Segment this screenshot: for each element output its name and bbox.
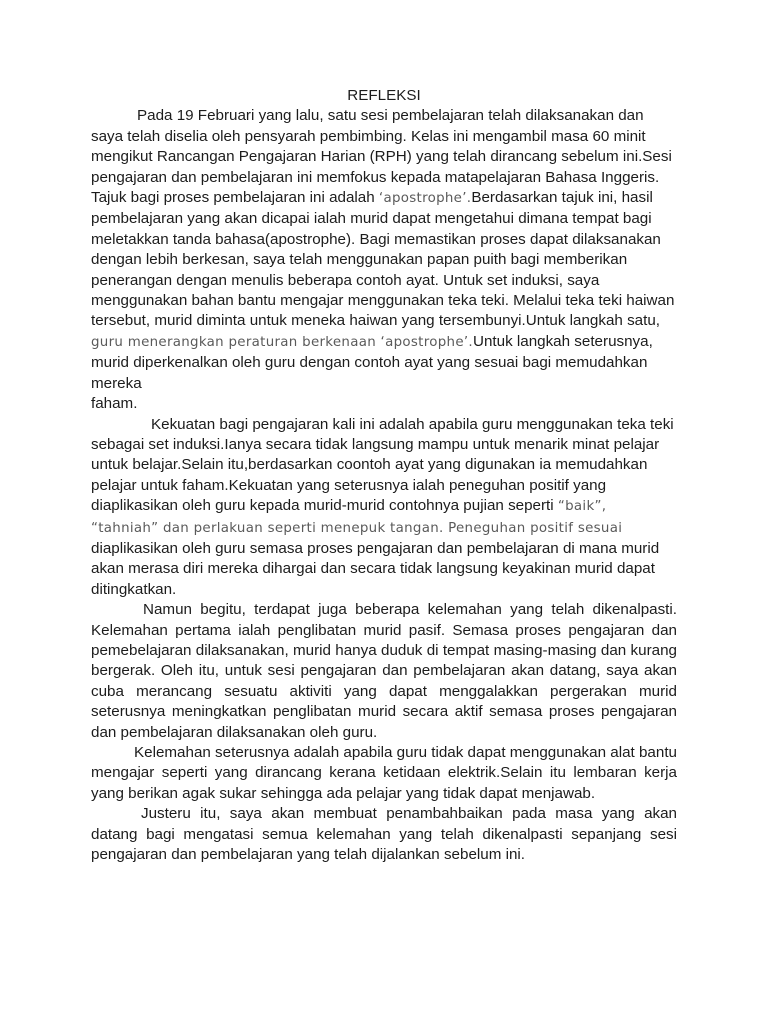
- paragraph-4: Kelemahan seterusnya adalah apabila guru tidak dapat menggunakan alat bantu mengajar seperti yang dirancang kerana ketidaan elektrik.Selain itu lembaran kerja yang berikan agak sukar sehingga ada pelajar yang tidak dapat menjawab.: [91, 744, 677, 802]
- paragraph-2-text-a: Kekuatan bagi pengajaran kali ini adalah apabila guru menggunakan teka teki sebagai set induksi.Ianya secara tidak langsung mampu untuk menarik minat pelajar untuk belajar.Selain itu,berdasarkan coontoh ayat yang digunakan ia memudahkan pelajar untuk faham.Kekuatan yang seterusnya ialah peneguhan positif yang diaplikasikan oleh guru kepada murid-murid contohnya pujian seperti: [91, 415, 674, 515]
- document-page: [91, 86, 677, 865]
- paragraph-1: [91, 106, 677, 414]
- paragraph-1-text-c: Berdasarkan tajuk ini, hasil pembelajaran yang akan dicapai ialah murid dapat mengetahui dimana tempat bagi meletakkan tanda bahasa(apostrophe). Bagi memastikan proses dapat dilaksanakan dengan lebih berkesan, saya telah menggunakan papan puith bagi memberikan penerangan dengan menulis beberapa contoh ayat. Untuk set induksi, saya menggunakan bahan bantu mengajar menggunakan teka teki. Melalui teka teki haiwan tersebut, murid diminta untuk meneka haiwan yang tersembunyi.Untuk langkah satu,: [91, 189, 675, 330]
- paragraph-1-text-e: Untuk langkah seterusnya, murid diperkenalkan oleh guru dengan contoh ayat yang sesuai bagi memudahkan mereka: [91, 332, 653, 392]
- paragraph-1-apostrophe-term: ‘apostrophe’.: [378, 191, 472, 207]
- paragraph-2-praise-examples: “baik”, “tahniah” dan perlakuan seperti menepuk tangan. Peneguhan positif sesuai: [91, 499, 623, 536]
- paragraph-3: Namun begitu, terdapat juga beberapa kelemahan yang telah dikenalpasti. Kelemahan pertama ialah penglibatan murid pasif. Semasa proses pengajaran dan pemebelajaran dilaksanakan, murid hanya duduk di tempat masing-masing dan kurang bergerak. Oleh itu, untuk sesi pengajaran dan pembelajaran akan datang, saya akan cuba merancang sesuatu aktiviti yang dapat menggalakkan pergerakan murid seterusnya meningkatkan penglibatan murid secara aktif semasa proses pengajaran dan pembelajaran dilaksanakan oleh guru.: [91, 601, 677, 741]
- paragraph-2-text-c: diaplikasikan oleh guru semasa proses pengajaran dan pembelajaran di mana murid akan merasa diri mereka dihargai dan secara tidak langsung keyakinan murid dapat ditingkatkan.: [91, 539, 660, 598]
- paragraph-5: Justeru itu, saya akan membuat penambahbaikan pada masa yang akan datang bagi mengatasi semua kelemahan yang telah dikenalpasti sepanjang sesi pengajaran dan pembelajaran yang telah dijalankan sebelum ini.: [91, 805, 677, 864]
- document-title: REFLEKSI: [347, 87, 421, 104]
- paragraph-1-text-a: Pada 19 Februari yang lalu, satu sesi pembelajaran telah dilaksanakan dan saya telah diselia oleh pensyarah pembimbing. Kelas ini mengambil masa 60 minit mengikut Rancangan Pengajaran Harian (RPH) yang telah dirancang sebelum ini.Sesi pengajaran dan pembelajaran ini memfokus kepada matapelajaran Bahasa Inggeris. Tajuk bagi proses pembelajaran ini adalah: [91, 107, 672, 207]
- paragraph-2: [91, 415, 677, 601]
- paragraph-1-step-one: guru menerangkan peraturan berkenaan ‘apostrophe’.: [91, 334, 473, 350]
- paragraph-1-text-f: faham.: [91, 395, 138, 413]
